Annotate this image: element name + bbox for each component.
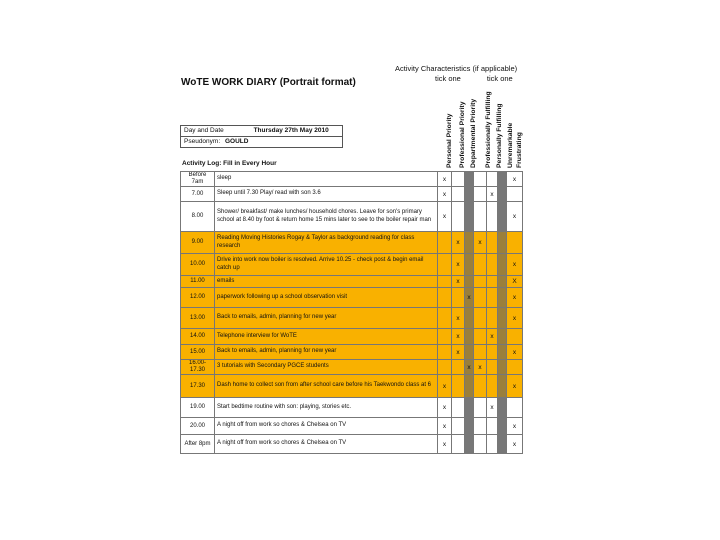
mark-cell — [498, 288, 507, 308]
row-time: 9.00 — [181, 232, 215, 254]
mark-cell — [498, 329, 507, 345]
day-date-box — [180, 125, 343, 148]
mark-cell — [498, 308, 507, 329]
mark-cell: x — [507, 308, 523, 329]
mark-cell — [465, 345, 474, 360]
row-time: 7.00 — [181, 187, 215, 202]
mark-cell — [487, 418, 498, 435]
mark-cell — [507, 360, 523, 375]
column-label-professional-priority: Professional Priority — [459, 101, 466, 168]
mark-cell — [474, 288, 487, 308]
mark-cell — [487, 254, 498, 276]
mark-cell — [498, 435, 507, 454]
mark-cell: x — [438, 435, 452, 454]
mark-cell — [474, 418, 487, 435]
tick-one-right: tick one — [486, 74, 513, 83]
mark-cell: x — [507, 375, 523, 398]
mark-cell — [487, 345, 498, 360]
row-activity: Shower/ breakfast/ make lunches/ household chores. Leave for son's primary school at 8.40 by foot & return home 15 mins later to see to the boiler repair man — [215, 202, 438, 232]
column-label-personally-fulfilling: Personally Fulfilling — [496, 103, 503, 168]
mark-cell: x — [438, 202, 452, 232]
row-time: 14.00 — [181, 329, 215, 345]
mark-cell — [465, 202, 474, 232]
activity-log-heading: Activity Log: Fill in Every Hour — [182, 160, 277, 167]
mark-cell — [465, 187, 474, 202]
mark-cell: x — [507, 288, 523, 308]
day-date-label: Day and Date — [184, 127, 224, 134]
mark-cell — [507, 398, 523, 418]
row-activity: A night off from work so chores & Chelsea on TV — [215, 435, 438, 454]
mark-cell: x — [507, 435, 523, 454]
mark-cell — [452, 418, 465, 435]
mark-cell — [452, 375, 465, 398]
row-time: 8.00 — [181, 202, 215, 232]
mark-cell — [498, 276, 507, 288]
mark-cell — [498, 398, 507, 418]
mark-cell — [452, 288, 465, 308]
row-time: 13.00 — [181, 308, 215, 329]
row-activity: emails — [215, 276, 438, 288]
mark-cell: x — [487, 398, 498, 418]
mark-cell — [498, 418, 507, 435]
mark-cell — [452, 435, 465, 454]
mark-cell — [487, 375, 498, 398]
mark-cell: x — [507, 418, 523, 435]
mark-cell: x — [487, 187, 498, 202]
table-row — [181, 288, 523, 308]
mark-cell — [474, 172, 487, 187]
mark-cell: x — [438, 172, 452, 187]
mark-cell: x — [452, 232, 465, 254]
mark-cell — [465, 172, 474, 187]
mark-cell — [438, 345, 452, 360]
table-row — [181, 187, 523, 202]
mark-cell: x — [438, 375, 452, 398]
row-time: 16.00-17.30 — [181, 360, 215, 375]
mark-cell — [465, 232, 474, 254]
mark-cell: x — [452, 345, 465, 360]
row-activity: A night off from work so chores & Chelsea on TV — [215, 418, 438, 435]
mark-cell — [465, 276, 474, 288]
row-activity: 3 tutorials with Secondary PGCE students — [215, 360, 438, 375]
row-activity: Drive into work now boiler is resolved. Arrive 10.25 - check post & begin email catch up — [215, 254, 438, 276]
mark-cell — [465, 375, 474, 398]
mark-cell — [474, 308, 487, 329]
mark-cell — [487, 288, 498, 308]
mark-cell: x — [507, 345, 523, 360]
mark-cell: x — [474, 360, 487, 375]
day-date-row — [181, 126, 342, 136]
table-row — [181, 329, 523, 345]
table-row — [181, 202, 523, 232]
mark-cell — [487, 232, 498, 254]
mark-cell — [438, 254, 452, 276]
row-time: 20.00 — [181, 418, 215, 435]
mark-cell: x — [507, 202, 523, 232]
mark-cell — [438, 360, 452, 375]
mark-cell — [465, 398, 474, 418]
mark-cell — [465, 308, 474, 329]
column-label-personal-priority: Personal Priority — [446, 113, 453, 168]
column-label-unremarkable: Unremarkable — [507, 122, 514, 168]
tick-one-left: tick one — [435, 74, 461, 83]
mark-cell — [452, 398, 465, 418]
characteristics-heading-block — [395, 64, 517, 84]
row-activity: Back to emails, admin, planning for new year — [215, 308, 438, 329]
mark-cell — [474, 202, 487, 232]
diary-title: WoTE WORK DIARY (Portrait format) — [181, 77, 356, 88]
row-activity: Dash home to collect son from after school care before his Taekwondo class at 6 — [215, 375, 438, 398]
row-activity: Telephone interview for WoTE — [215, 329, 438, 345]
mark-cell — [438, 276, 452, 288]
table-row — [181, 360, 523, 375]
tick-one-labels — [395, 74, 517, 84]
table-row — [181, 172, 523, 187]
mark-cell — [498, 187, 507, 202]
table-row — [181, 232, 523, 254]
mark-cell — [438, 329, 452, 345]
mark-cell — [487, 202, 498, 232]
mark-cell — [452, 360, 465, 375]
mark-cell — [438, 232, 452, 254]
mark-cell — [498, 202, 507, 232]
mark-cell: x — [452, 308, 465, 329]
table-row — [181, 254, 523, 276]
mark-cell: x — [438, 418, 452, 435]
mark-cell — [465, 435, 474, 454]
column-label-departmental-priority: Departmental Priority — [470, 98, 477, 168]
row-time: 17.30 — [181, 375, 215, 398]
row-activity: sleep — [215, 172, 438, 187]
row-time: 10.00 — [181, 254, 215, 276]
row-time: 15.00 — [181, 345, 215, 360]
characteristics-heading: Activity Characteristics (if applicable) — [395, 64, 518, 73]
mark-cell — [474, 345, 487, 360]
pseudonym-value: GOULD — [224, 138, 249, 145]
mark-cell — [498, 172, 507, 187]
row-activity: Reading Moving Histories Rogay & Taylor as background reading for class research — [215, 232, 438, 254]
mark-cell — [498, 345, 507, 360]
mark-cell: x — [438, 398, 452, 418]
row-time: 19.00 — [181, 398, 215, 418]
mark-cell — [452, 202, 465, 232]
activity-log-table — [180, 171, 523, 454]
mark-cell: x — [452, 329, 465, 345]
mark-cell — [498, 254, 507, 276]
mark-cell — [507, 187, 523, 202]
mark-cell — [438, 288, 452, 308]
table-row — [181, 418, 523, 435]
column-label-professionally-fulfilling: Professionally Fulfilling — [485, 91, 492, 168]
mark-cell — [474, 254, 487, 276]
mark-cell: x — [474, 232, 487, 254]
mark-cell — [474, 329, 487, 345]
mark-cell: x — [507, 254, 523, 276]
row-activity: Sleep until 7.30 Play/ read with son 3.6 — [215, 187, 438, 202]
mark-cell — [487, 276, 498, 288]
mark-cell — [438, 308, 452, 329]
mark-cell — [487, 360, 498, 375]
day-date-value: Thursday 27th May 2010 — [253, 127, 329, 134]
table-row — [181, 308, 523, 329]
mark-cell — [465, 329, 474, 345]
mark-cell — [452, 172, 465, 187]
mark-cell: X — [507, 276, 523, 288]
mark-cell — [507, 232, 523, 254]
mark-cell — [452, 187, 465, 202]
mark-cell: x — [465, 288, 474, 308]
mark-cell: x — [438, 187, 452, 202]
table-row — [181, 435, 523, 454]
mark-cell — [465, 418, 474, 435]
table-row — [181, 276, 523, 288]
mark-cell — [498, 232, 507, 254]
table-row — [181, 375, 523, 398]
table-row — [181, 345, 523, 360]
mark-cell — [474, 375, 487, 398]
mark-cell — [487, 172, 498, 187]
mark-cell — [474, 276, 487, 288]
mark-cell — [465, 254, 474, 276]
mark-cell: x — [452, 254, 465, 276]
column-label-frustrating: Frustrating — [516, 132, 523, 168]
mark-cell — [474, 398, 487, 418]
mark-cell — [474, 187, 487, 202]
row-activity: paperwork following up a school observation visit — [215, 288, 438, 308]
mark-cell — [498, 360, 507, 375]
row-time: After 8pm — [181, 435, 215, 454]
row-time: 12.00 — [181, 288, 215, 308]
mark-cell — [498, 375, 507, 398]
pseudonym-row — [181, 136, 342, 147]
mark-cell — [487, 308, 498, 329]
mark-cell: x — [452, 276, 465, 288]
mark-cell — [474, 435, 487, 454]
mark-cell — [487, 435, 498, 454]
mark-cell: x — [465, 360, 474, 375]
row-time: Before 7am — [181, 172, 215, 187]
table-row — [181, 398, 523, 418]
row-time: 11.00 — [181, 276, 215, 288]
mark-cell: x — [507, 172, 523, 187]
pseudonym-label: Pseudonym: — [184, 138, 221, 145]
mark-cell — [507, 329, 523, 345]
row-activity: Back to emails, admin, planning for new year — [215, 345, 438, 360]
row-activity: Start bedtime routine with son: playing, stories etc. — [215, 398, 438, 418]
mark-cell: x — [487, 329, 498, 345]
